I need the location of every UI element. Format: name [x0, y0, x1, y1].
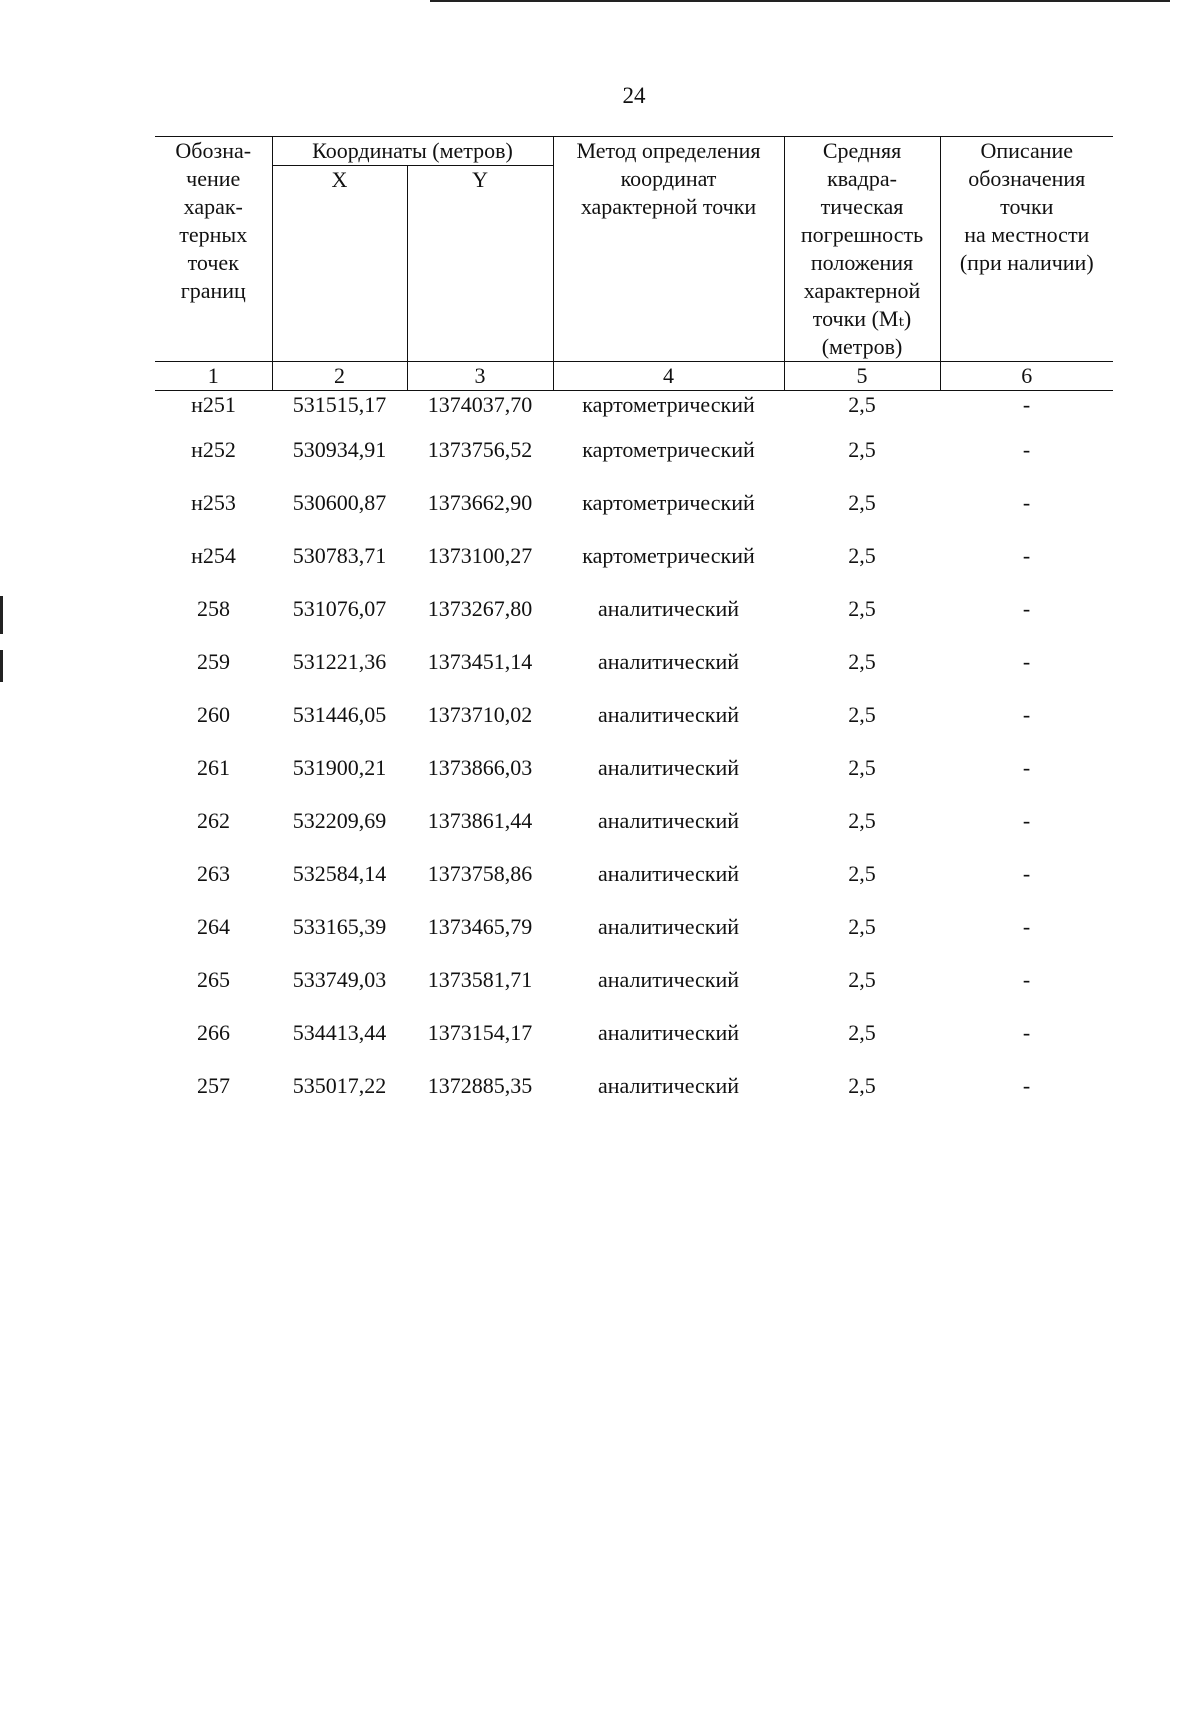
point-description: - [1022, 596, 1031, 621]
point-description: - [1022, 967, 1031, 992]
determination-method: картометрический [582, 490, 755, 515]
table-row [155, 701, 1113, 754]
point-designation: н254 [191, 543, 236, 568]
point-designation: 258 [197, 596, 230, 621]
determination-method: аналитический [598, 861, 740, 886]
mean-square-error: 2,5 [848, 1073, 876, 1098]
header-x: X [272, 166, 407, 362]
point-description: - [1022, 914, 1031, 939]
table-row [155, 648, 1113, 701]
coordinate-y: 1373710,02 [427, 702, 533, 727]
table-row [155, 807, 1113, 860]
mean-square-error: 2,5 [848, 1020, 876, 1045]
determination-method: аналитический [598, 702, 740, 727]
coordinate-x: 534413,44 [292, 1020, 387, 1045]
column-number: 6 [940, 362, 1113, 391]
scan-edge-mark [0, 650, 3, 682]
coordinate-y: 1373451,14 [427, 649, 533, 674]
point-designation: 257 [197, 1073, 230, 1098]
point-designation: 262 [197, 808, 230, 833]
coordinate-y: 1373756,52 [427, 437, 533, 462]
mean-square-error: 2,5 [848, 967, 876, 992]
mean-square-error: 2,5 [848, 755, 876, 780]
table-row [155, 860, 1113, 913]
point-description: - [1022, 649, 1031, 674]
point-description: - [1022, 702, 1031, 727]
coordinate-y: 1373465,79 [427, 914, 533, 939]
point-designation: 261 [197, 755, 230, 780]
determination-method: аналитический [598, 1020, 740, 1045]
table-row [155, 1072, 1113, 1125]
table-row [155, 391, 1113, 437]
determination-method: картометрический [582, 392, 755, 417]
table-row [155, 913, 1113, 966]
table-row [155, 542, 1113, 595]
determination-method: аналитический [598, 596, 740, 621]
coordinate-y: 1373866,03 [427, 755, 533, 780]
header-coordinates-group: Координаты (метров) [272, 137, 553, 166]
point-designation: 265 [197, 967, 230, 992]
coordinate-x: 531900,21 [292, 755, 387, 780]
point-designation: 260 [197, 702, 230, 727]
mean-square-error: 2,5 [848, 861, 876, 886]
mean-square-error: 2,5 [848, 649, 876, 674]
determination-method: аналитический [598, 808, 740, 833]
coordinate-x: 530600,87 [292, 490, 387, 515]
point-description: - [1022, 437, 1031, 462]
coordinate-x: 532209,69 [292, 808, 387, 833]
table-row [155, 1019, 1113, 1072]
coordinate-y: 1373267,80 [427, 596, 533, 621]
coordinate-x: 531221,36 [292, 649, 387, 674]
point-designation: н253 [191, 490, 236, 515]
coordinate-x: 530783,71 [292, 543, 387, 568]
table-row [155, 754, 1113, 807]
coordinate-x: 535017,22 [292, 1073, 387, 1098]
determination-method: аналитический [598, 967, 740, 992]
column-number: 3 [407, 362, 553, 391]
point-designation: 259 [197, 649, 230, 674]
coordinate-x: 533165,39 [292, 914, 387, 939]
header-y: Y [407, 166, 553, 362]
header-designation: Обозна- чение харак- терных точек границ [155, 137, 272, 362]
coordinates-table [155, 136, 1113, 1125]
page-number: 24 [622, 83, 646, 108]
coordinate-x: 531446,05 [292, 702, 387, 727]
header-description: Описание обозначения точки на местности (при наличии) [940, 137, 1113, 362]
determination-method: аналитический [598, 1073, 740, 1098]
point-description: - [1022, 861, 1031, 886]
mean-square-error: 2,5 [848, 702, 876, 727]
determination-method: аналитический [598, 914, 740, 939]
coordinate-y: 1374037,70 [427, 392, 533, 417]
table-row [155, 966, 1113, 1019]
point-description: - [1022, 543, 1031, 568]
coordinate-y: 1373662,90 [427, 490, 533, 515]
table-row [155, 595, 1113, 648]
determination-method: аналитический [598, 755, 740, 780]
mean-square-error: 2,5 [848, 808, 876, 833]
header-method: Метод определения координат характерной точки [553, 137, 784, 362]
coordinate-y: 1373581,71 [427, 967, 533, 992]
column-number: 4 [553, 362, 784, 391]
point-description: - [1022, 392, 1031, 417]
determination-method: аналитический [598, 649, 740, 674]
mean-square-error: 2,5 [848, 437, 876, 462]
coordinate-y: 1373861,44 [427, 808, 533, 833]
determination-method: картометрический [582, 437, 755, 462]
point-description: - [1022, 490, 1031, 515]
point-designation: н252 [191, 437, 236, 462]
coordinate-y: 1372885,35 [427, 1073, 533, 1098]
column-number: 5 [784, 362, 940, 391]
point-designation: 266 [197, 1020, 230, 1045]
mean-square-error: 2,5 [848, 543, 876, 568]
point-description: - [1022, 808, 1031, 833]
column-number: 1 [155, 362, 272, 391]
table-row [155, 489, 1113, 542]
coordinate-y: 1373154,17 [427, 1020, 533, 1045]
point-designation: 263 [197, 861, 230, 886]
mean-square-error: 2,5 [848, 596, 876, 621]
coordinate-y: 1373100,27 [427, 543, 533, 568]
determination-method: картометрический [582, 543, 755, 568]
coordinate-x: 531076,07 [292, 596, 387, 621]
column-number: 2 [272, 362, 407, 391]
coordinate-x: 533749,03 [292, 967, 387, 992]
mean-square-error: 2,5 [848, 914, 876, 939]
scan-edge-mark [0, 596, 3, 634]
table-row [155, 436, 1113, 489]
point-description: - [1022, 1073, 1031, 1098]
point-description: - [1022, 755, 1031, 780]
point-description: - [1022, 1020, 1031, 1045]
coordinate-x: 531515,17 [292, 392, 387, 417]
mean-square-error: 2,5 [848, 490, 876, 515]
point-designation: н251 [191, 392, 236, 417]
coordinate-x: 532584,14 [292, 861, 387, 886]
coordinate-y: 1373758,86 [427, 861, 533, 886]
scan-edge-line [430, 0, 1170, 2]
mean-square-error: 2,5 [848, 392, 876, 417]
header-error: Средняя квадра- тическая погрешность положения характерной точки (Mₜ) (метров) [784, 137, 940, 362]
point-designation: 264 [197, 914, 230, 939]
coordinate-x: 530934,91 [292, 437, 387, 462]
